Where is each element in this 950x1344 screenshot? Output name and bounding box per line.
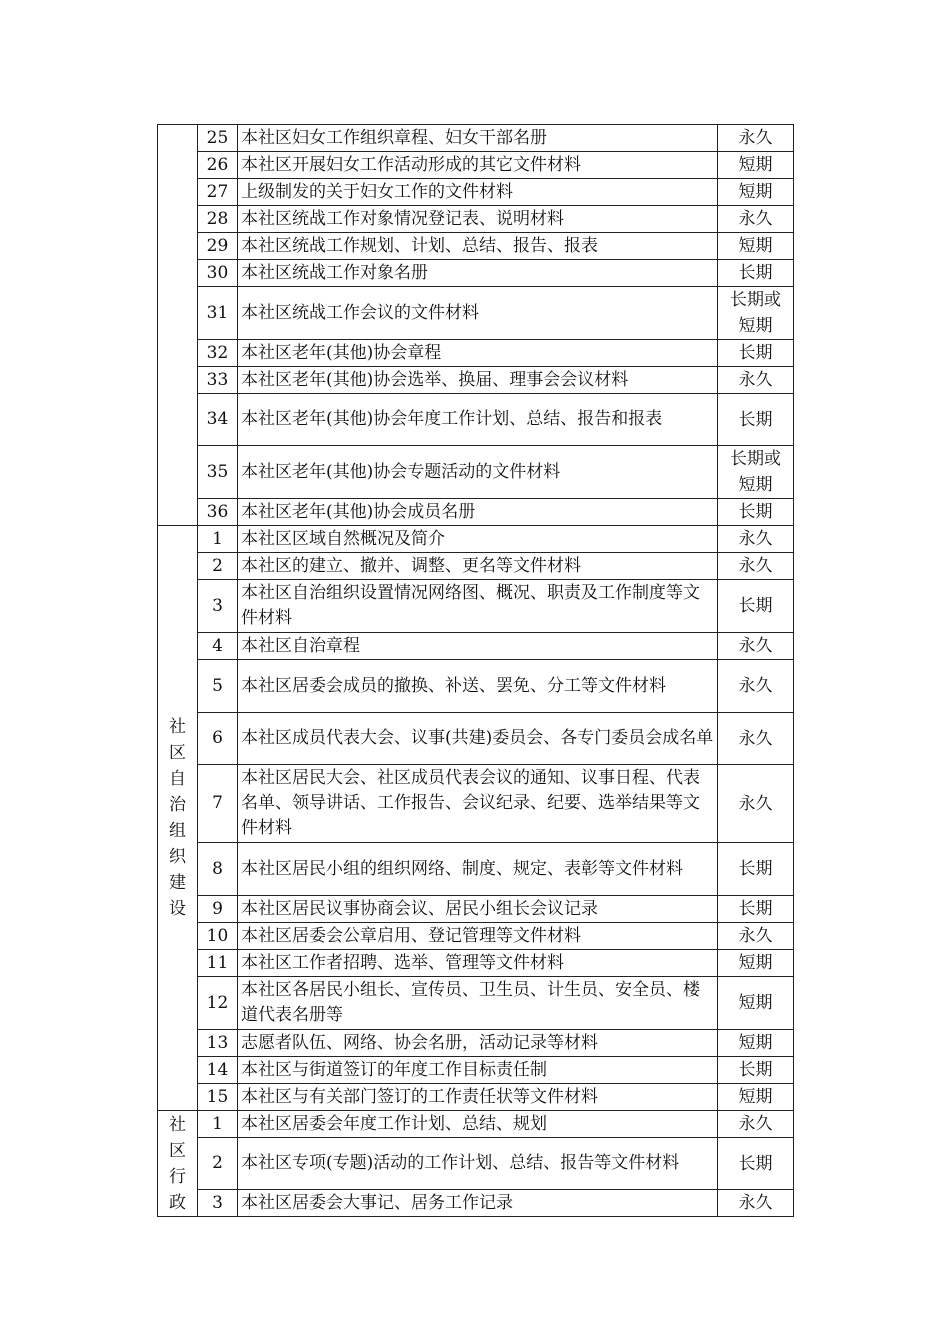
item-number: 5 <box>198 660 238 713</box>
table-body <box>158 125 794 1217</box>
item-number: 35 <box>198 446 238 499</box>
item-number: 29 <box>198 233 238 260</box>
retention-period: 长期 <box>718 580 794 633</box>
item-description: 本社区老年(其他)协会年度工作计划、总结、报告和报表 <box>238 394 718 446</box>
retention-period: 短期 <box>718 977 794 1030</box>
retention-period: 长期或 短期 <box>718 446 794 499</box>
item-number: 8 <box>198 843 238 896</box>
item-description: 本社区居民大会、社区成员代表会议的通知、议事日程、代表名单、领导讲话、工作报告、会议纪录、纪要、选举结果等文件材料 <box>238 765 718 843</box>
table-row <box>158 660 794 713</box>
table-row <box>158 179 794 206</box>
item-description: 本社区居委会年度工作计划、总结、规划 <box>238 1111 718 1138</box>
item-description: 本社区统战工作对象情况登记表、说明材料 <box>238 206 718 233</box>
item-number: 26 <box>198 152 238 179</box>
item-number: 6 <box>198 713 238 765</box>
retention-period: 长期或 短期 <box>718 287 794 340</box>
category-label: 社区行政 <box>169 1114 186 1213</box>
item-number: 1 <box>198 1111 238 1138</box>
item-number: 3 <box>198 580 238 633</box>
item-description: 本社区成员代表大会、议事(共建)委员会、各专门委员会成名单 <box>238 713 718 765</box>
table-row <box>158 1030 794 1057</box>
retention-period: 短期 <box>718 179 794 206</box>
item-description: 本社区统战工作规划、计划、总结、报告、报表 <box>238 233 718 260</box>
item-number: 33 <box>198 367 238 394</box>
table-row <box>158 287 794 340</box>
item-number: 10 <box>198 923 238 950</box>
item-description: 本社区居委会公章启用、登记管理等文件材料 <box>238 923 718 950</box>
table-row <box>158 950 794 977</box>
table-row <box>158 233 794 260</box>
item-number: 27 <box>198 179 238 206</box>
retention-period: 短期 <box>718 1030 794 1057</box>
table-row <box>158 1111 794 1138</box>
retention-period: 短期 <box>718 233 794 260</box>
item-description: 本社区老年(其他)协会章程 <box>238 340 718 367</box>
item-description: 本社区统战工作会议的文件材料 <box>238 287 718 340</box>
category-label: 社区自治组织建设 <box>169 717 186 919</box>
item-description: 本社区与街道签订的年度工作目标责任制 <box>238 1057 718 1084</box>
item-number: 3 <box>198 1190 238 1217</box>
retention-period: 永久 <box>718 553 794 580</box>
item-number: 7 <box>198 765 238 843</box>
retention-period: 长期 <box>718 394 794 446</box>
retention-period: 长期 <box>718 1057 794 1084</box>
retention-period: 永久 <box>718 765 794 843</box>
item-number: 12 <box>198 977 238 1030</box>
table-row <box>158 1190 794 1217</box>
item-number: 30 <box>198 260 238 287</box>
table-row <box>158 765 794 843</box>
item-description: 本社区与有关部门签订的工作责任状等文件材料 <box>238 1084 718 1111</box>
item-number: 25 <box>198 125 238 152</box>
retention-period: 永久 <box>718 367 794 394</box>
retention-period: 长期 <box>718 843 794 896</box>
item-description: 本社区妇女工作组织章程、妇女干部名册 <box>238 125 718 152</box>
item-description: 本社区统战工作对象名册 <box>238 260 718 287</box>
retention-period: 永久 <box>718 526 794 553</box>
item-description: 本社区老年(其他)协会成员名册 <box>238 499 718 526</box>
table-row <box>158 1057 794 1084</box>
table-row <box>158 1084 794 1111</box>
item-description: 本社区区域自然概况及简介 <box>238 526 718 553</box>
table-row <box>158 923 794 950</box>
table-row <box>158 1138 794 1190</box>
table-row <box>158 553 794 580</box>
retention-period: 长期 <box>718 499 794 526</box>
table-row <box>158 206 794 233</box>
item-description: 志愿者队伍、网络、协会名册，活动记录等材料 <box>238 1030 718 1057</box>
records-retention-table <box>157 124 794 1217</box>
item-number: 14 <box>198 1057 238 1084</box>
table-row <box>158 125 794 152</box>
retention-period: 短期 <box>718 1084 794 1111</box>
table-row <box>158 526 794 553</box>
item-description: 本社区专项(专题)活动的工作计划、总结、报告等文件材料 <box>238 1138 718 1190</box>
item-description: 本社区自治组织设置情况网络图、概况、职责及工作制度等文件材料 <box>238 580 718 633</box>
item-number: 34 <box>198 394 238 446</box>
retention-period: 短期 <box>718 950 794 977</box>
table-row <box>158 152 794 179</box>
item-description: 上级制发的关于妇女工作的文件材料 <box>238 179 718 206</box>
retention-period: 永久 <box>718 1190 794 1217</box>
table-row <box>158 394 794 446</box>
item-number: 36 <box>198 499 238 526</box>
table-row <box>158 499 794 526</box>
item-description: 本社区开展妇女工作活动形成的其它文件材料 <box>238 152 718 179</box>
item-description: 本社区的建立、撤并、调整、更名等文件材料 <box>238 553 718 580</box>
category-cell <box>158 1111 198 1217</box>
retention-period: 长期 <box>718 340 794 367</box>
item-description: 本社区居委会成员的撤换、补送、罢免、分工等文件材料 <box>238 660 718 713</box>
table-row <box>158 580 794 633</box>
item-number: 32 <box>198 340 238 367</box>
retention-period: 长期 <box>718 896 794 923</box>
item-number: 4 <box>198 633 238 660</box>
retention-period: 永久 <box>718 633 794 660</box>
item-description: 本社区居委会大事记、居务工作记录 <box>238 1190 718 1217</box>
retention-period: 短期 <box>718 152 794 179</box>
item-description: 本社区居民议事协商会议、居民小组长会议记录 <box>238 896 718 923</box>
item-number: 1 <box>198 526 238 553</box>
retention-period: 永久 <box>718 125 794 152</box>
table-row <box>158 260 794 287</box>
retention-period: 长期 <box>718 260 794 287</box>
item-description: 本社区各居民小组长、宣传员、卫生员、计生员、安全员、楼道代表名册等 <box>238 977 718 1030</box>
category-cell <box>158 526 198 1111</box>
table-row <box>158 713 794 765</box>
table-row <box>158 633 794 660</box>
item-description: 本社区居民小组的组织网络、制度、规定、表彰等文件材料 <box>238 843 718 896</box>
retention-period: 永久 <box>718 923 794 950</box>
item-number: 2 <box>198 553 238 580</box>
category-cell <box>158 125 198 526</box>
item-description: 本社区自治章程 <box>238 633 718 660</box>
item-number: 15 <box>198 1084 238 1111</box>
item-number: 9 <box>198 896 238 923</box>
retention-period: 永久 <box>718 660 794 713</box>
item-description: 本社区老年(其他)协会专题活动的文件材料 <box>238 446 718 499</box>
item-number: 11 <box>198 950 238 977</box>
item-description: 本社区老年(其他)协会选举、换届、理事会会议材料 <box>238 367 718 394</box>
table-row <box>158 446 794 499</box>
item-number: 2 <box>198 1138 238 1190</box>
retention-period: 长期 <box>718 1138 794 1190</box>
table-row <box>158 977 794 1030</box>
retention-period: 永久 <box>718 713 794 765</box>
table-row <box>158 340 794 367</box>
table-row <box>158 367 794 394</box>
item-number: 28 <box>198 206 238 233</box>
item-number: 13 <box>198 1030 238 1057</box>
table-row <box>158 896 794 923</box>
item-number: 31 <box>198 287 238 340</box>
item-description: 本社区工作者招聘、选举、管理等文件材料 <box>238 950 718 977</box>
retention-period: 永久 <box>718 1111 794 1138</box>
retention-period: 永久 <box>718 206 794 233</box>
table-row <box>158 843 794 896</box>
